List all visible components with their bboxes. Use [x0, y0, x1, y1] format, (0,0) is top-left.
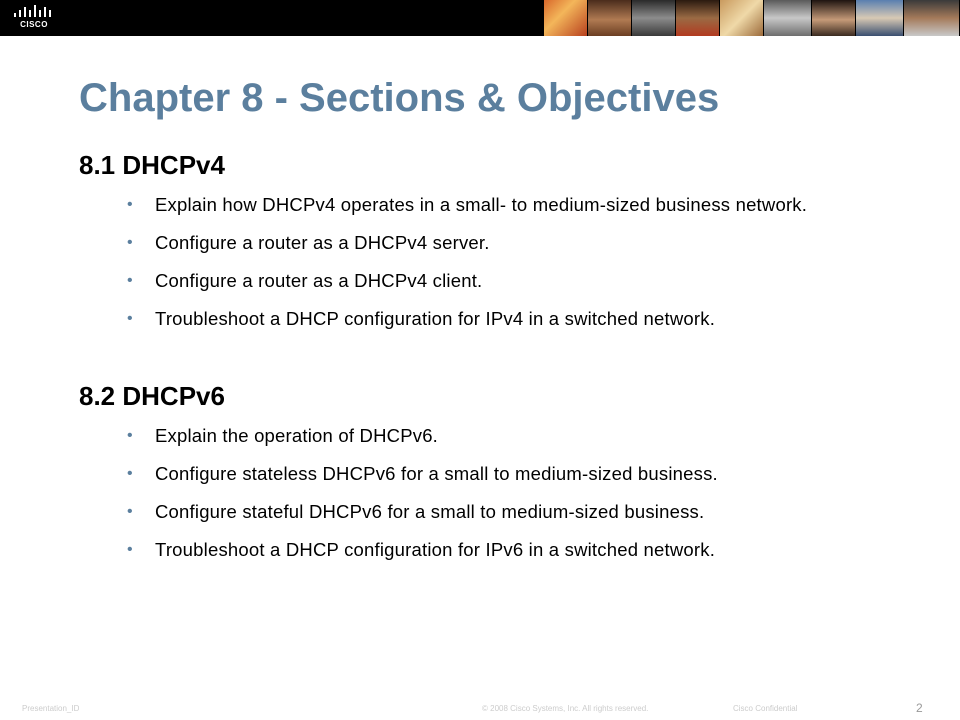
banner-photo [856, 0, 904, 36]
bullet-icon: • [127, 503, 133, 520]
objective-item [79, 193, 929, 217]
banner-photo [720, 0, 764, 36]
bullet-icon: • [127, 427, 133, 444]
footer-copyright: © 2008 Cisco Systems, Inc. All rights reserved. [482, 704, 649, 713]
objective-item [79, 231, 929, 255]
cisco-logo [12, 5, 56, 33]
banner-photo [588, 0, 632, 36]
section-dhcpv6 [79, 381, 929, 576]
section-heading: 8.2 DHCPv6 [79, 381, 225, 411]
bullet-icon: • [127, 465, 133, 482]
bullet-icon: • [127, 234, 133, 251]
bullet-icon: • [127, 541, 133, 558]
banner-photo-strip [544, 0, 960, 36]
objective-text: Troubleshoot a DHCP configuration for IPv6 in a switched network. [155, 539, 716, 560]
banner-photo [632, 0, 676, 36]
footer-presentation-id: Presentation_ID [22, 704, 80, 713]
banner-photo [544, 0, 588, 36]
objective-text: Explain the operation of DHCPv6. [155, 425, 439, 446]
banner-photo [764, 0, 812, 36]
objective-item [79, 500, 929, 524]
objective-item [79, 424, 929, 448]
banner-photo [676, 0, 720, 36]
objective-item [79, 307, 929, 331]
banner-photo [904, 0, 960, 36]
section-heading: 8.1 DHCPv4 [79, 150, 225, 180]
cisco-logo-text: CISCO [20, 20, 48, 29]
objective-item [79, 538, 929, 562]
page-number: 2 [916, 701, 923, 715]
cisco-bars-icon [14, 5, 54, 19]
objective-text: Configure stateful DHCPv6 for a small to medium-sized business. [155, 501, 705, 522]
section-dhcpv4 [79, 150, 929, 345]
objective-text: Configure a router as a DHCPv4 client. [155, 270, 483, 291]
bullet-icon: • [127, 272, 133, 289]
banner-photo [812, 0, 856, 36]
objectives-list [79, 193, 929, 331]
objective-text: Troubleshoot a DHCP configuration for IPv4 in a switched network. [155, 308, 716, 329]
footer-confidential: Cisco Confidential [733, 704, 798, 713]
bullet-icon: • [127, 310, 133, 327]
objective-item [79, 462, 929, 486]
objective-text: Explain how DHCPv4 operates in a small- to medium-sized business network. [155, 194, 808, 215]
objective-item [79, 269, 929, 293]
objective-text: Configure a router as a DHCPv4 server. [155, 232, 490, 253]
objectives-list [79, 424, 929, 562]
slide-title: Chapter 8 - Sections & Objectives [79, 76, 720, 120]
objective-text: Configure stateless DHCPv6 for a small to medium-sized business. [155, 463, 718, 484]
top-banner [0, 0, 960, 36]
bullet-icon: • [127, 196, 133, 213]
